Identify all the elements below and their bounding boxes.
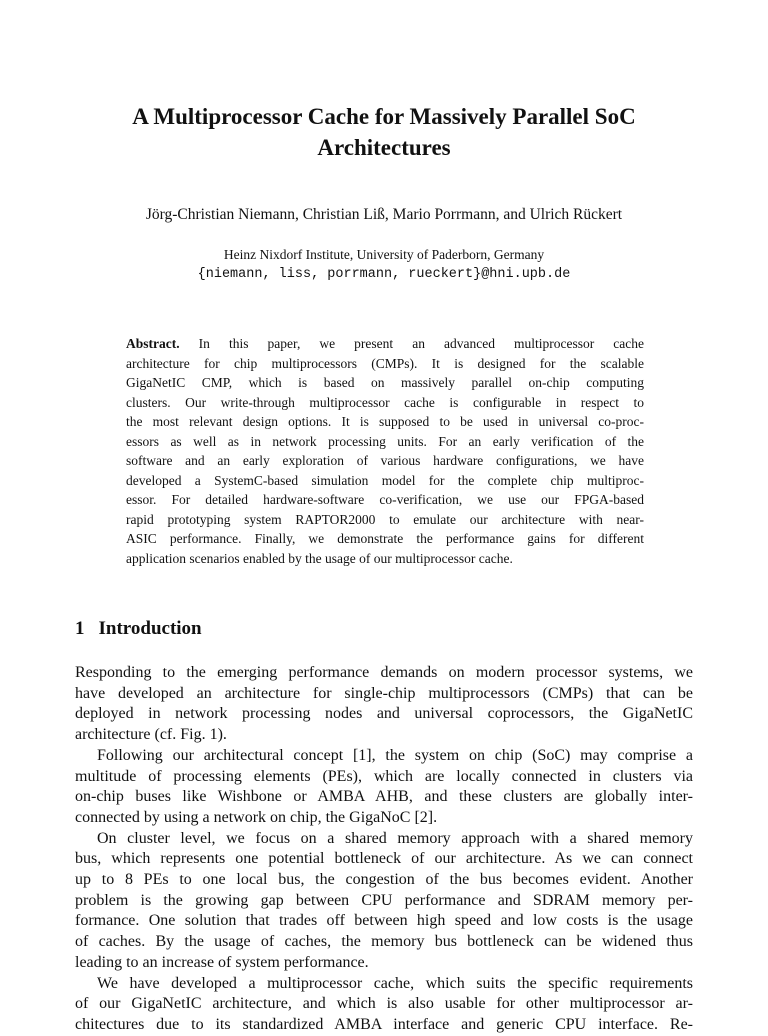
body-line: multitude of processing elements (PEs), which are locally connected in clusters via: [75, 767, 693, 785]
body-line: chitectures due to its standardized AMBA interface and generic CPU interface. Re-: [75, 1015, 693, 1033]
paper-title: [60, 101, 708, 163]
abstract-line: software and an early exploration of various hardware configurations, we have: [126, 453, 644, 468]
body-line: up to 8 PEs to one local bus, the congestion of the bus becomes evident. Another: [75, 871, 693, 889]
body-line: On cluster level, we focus on a shared memory approach with a shared memory: [97, 829, 693, 847]
body-line: deployed in network processing nodes and universal coprocessors, the GigaNetIC: [75, 705, 693, 723]
section-title: Introduction: [98, 618, 202, 639]
abstract: [126, 334, 644, 568]
abstract-line: ASIC performance. Finally, we demonstrate the performance gains for different: [126, 531, 644, 546]
body-line: formance. One solution that trades off between high speed and low costs is the usage: [75, 912, 693, 930]
title-line: Architectures: [317, 135, 451, 160]
abstract-line: rapid prototyping system RAPTOR2000 to emulate our architecture with near-: [126, 511, 644, 527]
body-line: connected by using a network on chip, the GigaNoC [2].: [75, 808, 438, 826]
body-line: have developed an architecture for single-chip multiprocessors (CMPs) that can be: [75, 684, 693, 702]
abstract-line: the most relevant design options. It is supposed to be used in universal co-proc-: [126, 414, 644, 429]
affiliation: Heinz Nixdorf Institute, University of Paderborn, Germany: [223, 247, 545, 262]
abstract-line: [126, 334, 644, 354]
abstract-line: application scenarios enabled by the usage of our multiprocessor cache.: [126, 550, 513, 566]
section-number: 1: [75, 618, 85, 639]
body-line: problem is the growing gap between CPU performance and SDRAM memory per-: [75, 891, 693, 909]
title-line: A Multiprocessor Cache for Massively Parallel SoC: [132, 104, 636, 129]
body-line: We have developed a multiprocessor cache, which suits the specific requirements: [97, 974, 693, 992]
body-line: of caches. By the usage of caches, the memory bus bottleneck can be widened thus: [75, 933, 693, 951]
abstract-line: GigaNetIC CMP, which is based on massively parallel on-chip computing: [126, 375, 644, 390]
body-line: architecture (cf. Fig. 1).: [75, 726, 227, 744]
author-list: Jörg-Christian Niemann, Christian Liß, Mario Porrmann, and Ulrich Rückert: [145, 206, 623, 223]
abstract-line: essor. For detailed hardware-software co-verification, we use our FPGA-based: [126, 492, 644, 507]
section-body: [75, 663, 693, 1036]
section-heading: [75, 616, 202, 642]
body-line: of our GigaNetIC architecture, and which is also usable for other multiprocessor ar-: [75, 995, 693, 1013]
abstract-line: developed a SystemC-based simulation model for the complete chip multiproc-: [126, 472, 644, 488]
body-line: Responding to the emerging performance demands on modern processor systems, we: [75, 664, 693, 681]
abstract-line: clusters. Our write-through multiprocessor cache is configurable in respect to: [126, 394, 644, 410]
body-line: on-chip buses like Wishbone or AMBA AHB, and these clusters are globally inter-: [75, 788, 693, 806]
body-line: leading to an increase of system performance.: [75, 953, 369, 971]
abstract-line: essors as well as in network processing units. For an early verification of the: [126, 433, 644, 449]
abstract-label: Abstract.: [126, 336, 180, 351]
abstract-line-text: In this paper, we present an advanced multiprocessor cache: [198, 336, 644, 351]
abstract-line: architecture for chip multiprocessors (CMPs). It is designed for the scalable: [126, 355, 644, 371]
author-emails: {niemann, liss, porrmann, rueckert}@hni.upb.de: [197, 267, 571, 282]
body-line: bus, which represents one potential bottleneck of our architecture. As we can connect: [75, 850, 693, 868]
body-line: Following our architectural concept [1], the system on chip (SoC) may comprise a: [97, 746, 693, 764]
